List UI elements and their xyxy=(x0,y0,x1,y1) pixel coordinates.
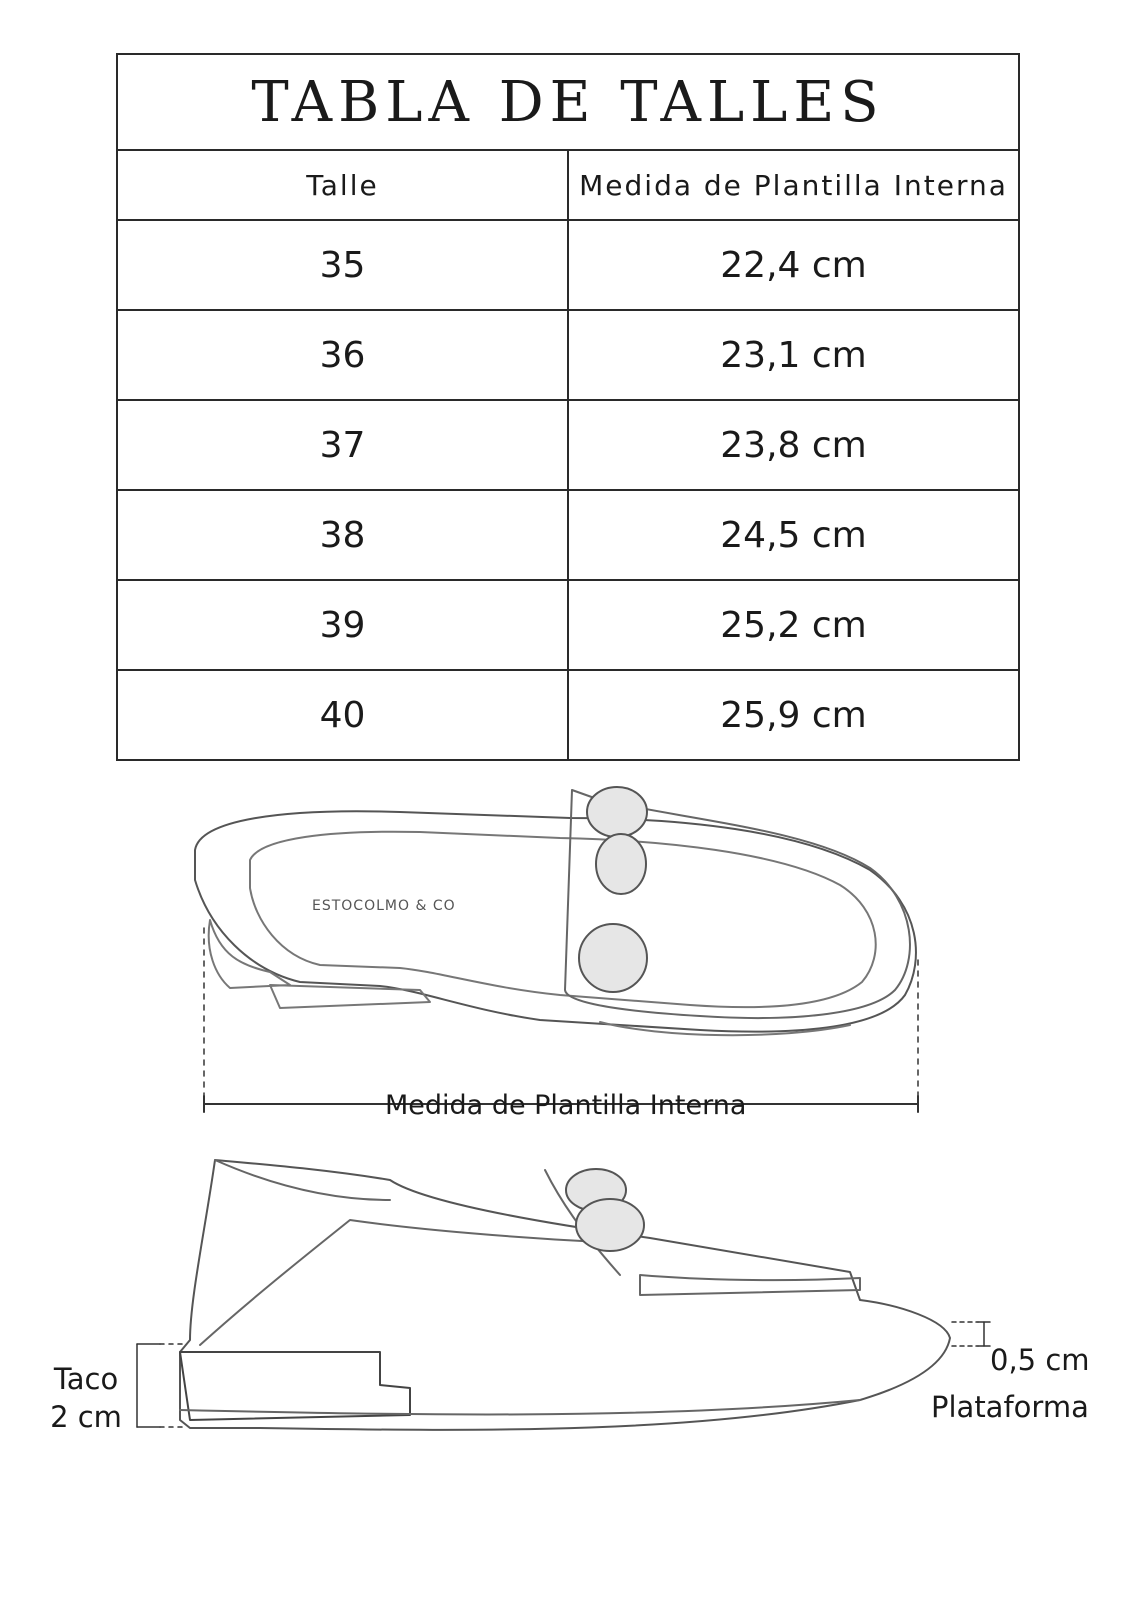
medida-cell: 24,5 cm xyxy=(568,490,1019,580)
table-row xyxy=(117,220,1019,310)
table-row xyxy=(117,580,1019,670)
plataforma-value: 0,5 cm xyxy=(990,1343,1090,1377)
table-row xyxy=(117,400,1019,490)
talle-cell: 39 xyxy=(117,580,568,670)
medida-cell: 23,1 cm xyxy=(568,310,1019,400)
talle-cell: 40 xyxy=(117,670,568,760)
plataforma-measure-marker xyxy=(952,1322,990,1346)
brand-stamp: ESTOCOLMO & CO xyxy=(312,898,456,914)
medida-cell: 22,4 cm xyxy=(568,220,1019,310)
plantilla-label: Medida de Plantilla Interna xyxy=(385,1090,747,1121)
taco-label-line1: Taco xyxy=(53,1362,119,1396)
size-chart-table xyxy=(116,53,1020,761)
medida-cell: 25,9 cm xyxy=(568,670,1019,760)
taco-measure-marker xyxy=(137,1344,185,1427)
plantilla-measure-line xyxy=(204,928,918,1112)
table-row xyxy=(117,670,1019,760)
table-row xyxy=(117,490,1019,580)
shoe-top-view-illustration xyxy=(195,787,916,1035)
talle-cell: 38 xyxy=(117,490,568,580)
table-row xyxy=(117,310,1019,400)
talle-cell: 37 xyxy=(117,400,568,490)
shoe-side-view-illustration xyxy=(180,1160,950,1430)
taco-label-line2: 2 cm xyxy=(50,1400,122,1434)
header-medida: Medida de Plantilla Interna xyxy=(568,150,1019,220)
medida-cell: 23,8 cm xyxy=(568,400,1019,490)
plataforma-label: Plataforma xyxy=(931,1390,1089,1424)
talle-cell: 36 xyxy=(117,310,568,400)
header-talle: Talle xyxy=(117,150,568,220)
taco-label xyxy=(46,1360,126,1436)
medida-cell: 25,2 cm xyxy=(568,580,1019,670)
talle-cell: 35 xyxy=(117,220,568,310)
table-title: TABLA DE TALLES xyxy=(117,54,1019,150)
